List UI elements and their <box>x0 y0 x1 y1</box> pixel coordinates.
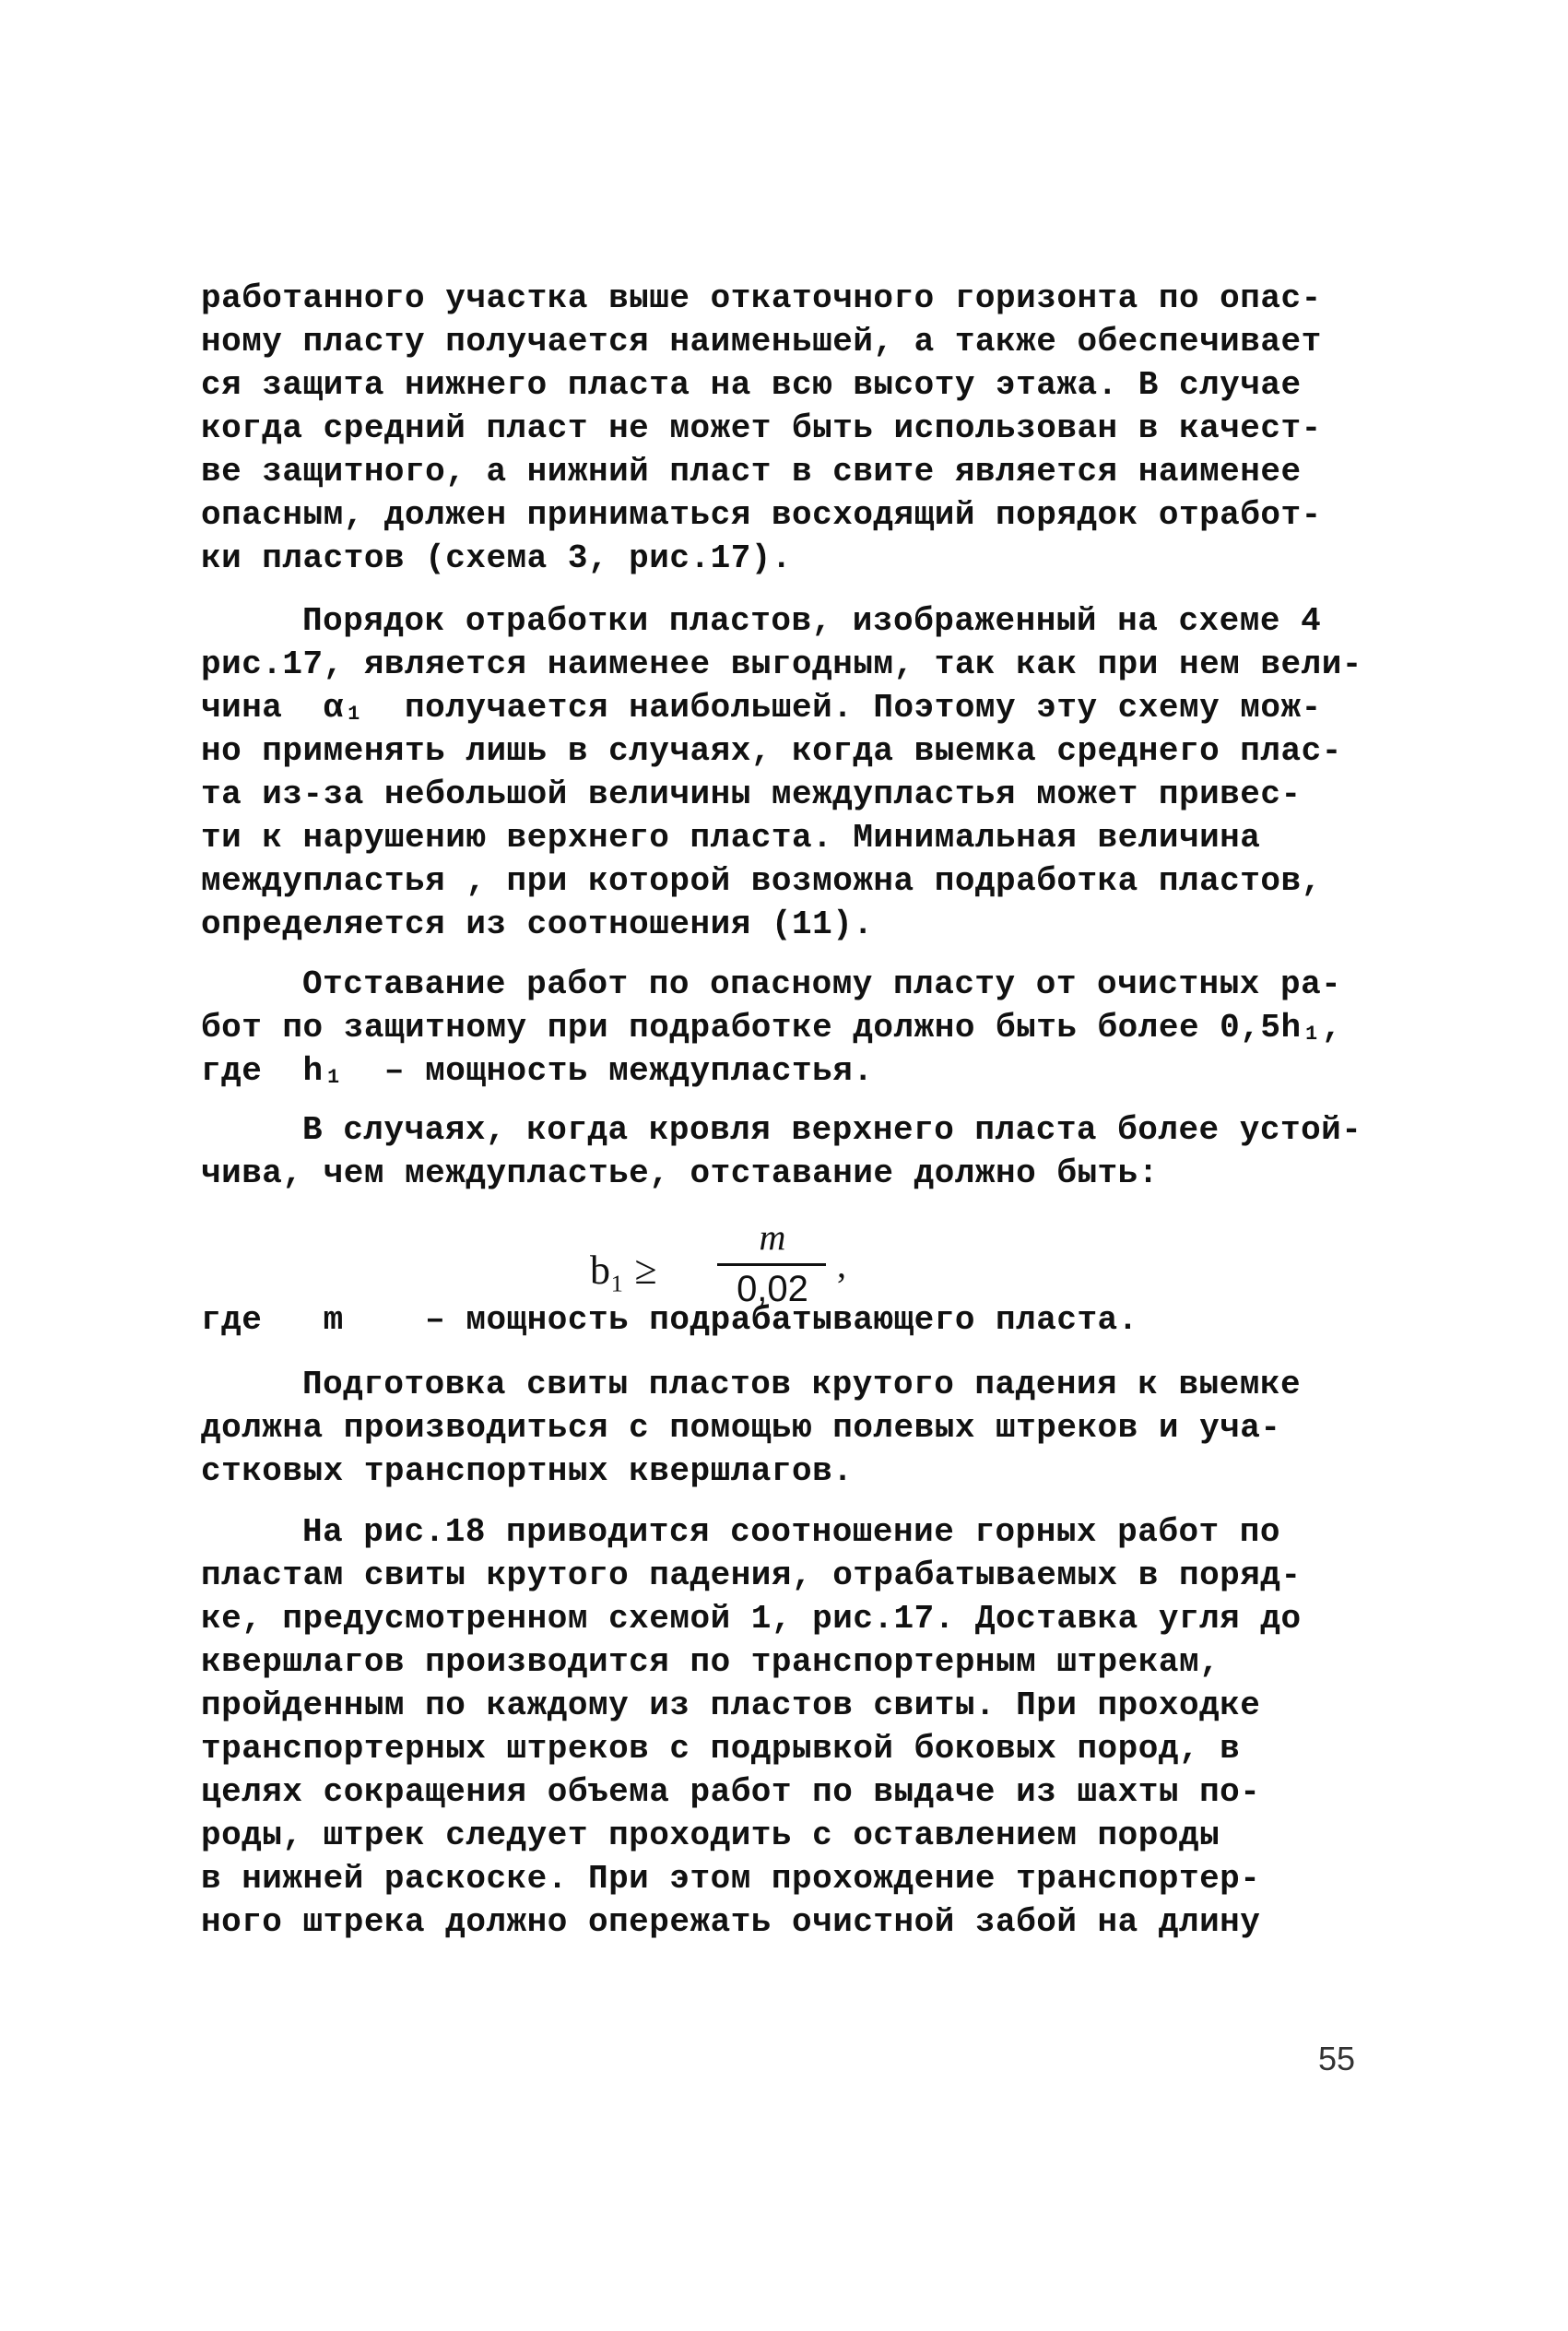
text-line: но применять лишь в случаях, когда выемка среднего плас- <box>201 732 1342 770</box>
text-line: Подготовка свиты пластов крутого падения к выемке <box>302 1366 1302 1403</box>
text-line: в нижней раскоске. При этом прохождение транспортер- <box>201 1860 1261 1898</box>
text-line: когда средний пласт не может быть использован в качест- <box>201 409 1322 447</box>
paragraph-4 <box>201 1108 1399 1195</box>
text-line: работанного участка выше откаточного горизонта по опас- <box>201 279 1322 317</box>
text-line: пластам свиты крутого падения, отрабатываемых в поряд- <box>201 1556 1302 1594</box>
text-line: пройденным по каждому из пластов свиты. При проходке <box>201 1686 1261 1724</box>
formula-numerator: m <box>759 1216 786 1258</box>
page-number: 55 <box>1318 2040 1356 2077</box>
text-line: та из-за небольшой величины междупластья может привес- <box>201 775 1302 813</box>
text-line: квершлагов производится по транспортерным штрекам, <box>201 1643 1220 1681</box>
formula-denominator: 0,02 <box>737 1269 808 1309</box>
paragraph-7 <box>201 1510 1399 1944</box>
text-line: где h₁ – мощность междупластья. <box>201 1052 874 1090</box>
text-line: Порядок отработки пластов, изображенный на схеме 4 <box>302 602 1322 640</box>
paragraph-3 <box>201 963 1399 1093</box>
text-line: В случаях, когда кровля верхнего пласта более устой- <box>302 1111 1362 1149</box>
text-line: роды, штрек следует проходить с оставлением породы <box>201 1816 1220 1854</box>
paragraph-1 <box>201 277 1399 580</box>
text-line: определяется из соотношения (11). <box>201 905 874 943</box>
text-line: На рис.18 приводится соотношение горных работ по <box>302 1513 1280 1551</box>
text-line: должна производиться с помощью полевых штреков и уча- <box>201 1409 1281 1447</box>
text-line: ве защитного, а нижний пласт в свите является наименее <box>201 453 1302 491</box>
text-line: стковых транспортных квершлагов. <box>201 1452 854 1490</box>
paragraph-2 <box>201 599 1399 946</box>
text-line: ки пластов (схема 3, рис.17). <box>201 539 793 577</box>
text-line: ке, предусмотренном схемой 1, рис.17. Доставка угля до <box>201 1600 1302 1638</box>
text-line: междупластья , при которой возможна подработка пластов, <box>201 862 1322 900</box>
text-line: бот по защитному при подработке должно быть более 0,5h₁, <box>201 1009 1342 1047</box>
paragraph-6 <box>201 1363 1399 1493</box>
text-line: Отставание работ по опасному пласту от очистных ра- <box>302 965 1342 1003</box>
text-line: рис.17, является наименее выгодным, так как при нем вели- <box>201 645 1362 683</box>
fraction-bar <box>717 1263 826 1266</box>
text-line: транспортерных штреков с подрывкой боковых пород, в <box>201 1730 1241 1768</box>
text-line: ся защита нижнего пласта на всю высоту этажа. В случае <box>201 366 1302 404</box>
paragraph-5 <box>201 1298 1399 1342</box>
text-line: ного штрека должно опережать очистной забой на длину <box>201 1903 1261 1941</box>
text-line: ти к нарушению верхнего пласта. Минимальная величина <box>201 819 1261 857</box>
formula-lhs: b₁ ≥ <box>590 1248 657 1293</box>
text-line: опасным, должен приниматься восходящий порядок отработ- <box>201 496 1322 534</box>
text-line: чина α₁ получается наибольшей. Поэтому эту схему мож- <box>201 689 1322 727</box>
text-line: где m – мощность подрабатывающего пласта. <box>201 1301 1138 1339</box>
text-line: целях сокращения объема работ по выдаче из шахты по- <box>201 1773 1261 1811</box>
text-line: чива, чем междупластье, отставание должно быть: <box>201 1154 1159 1192</box>
text-line: ному пласту получается наименьшей, а также обеспечивает <box>201 323 1322 361</box>
formula-trail: , <box>837 1244 846 1285</box>
